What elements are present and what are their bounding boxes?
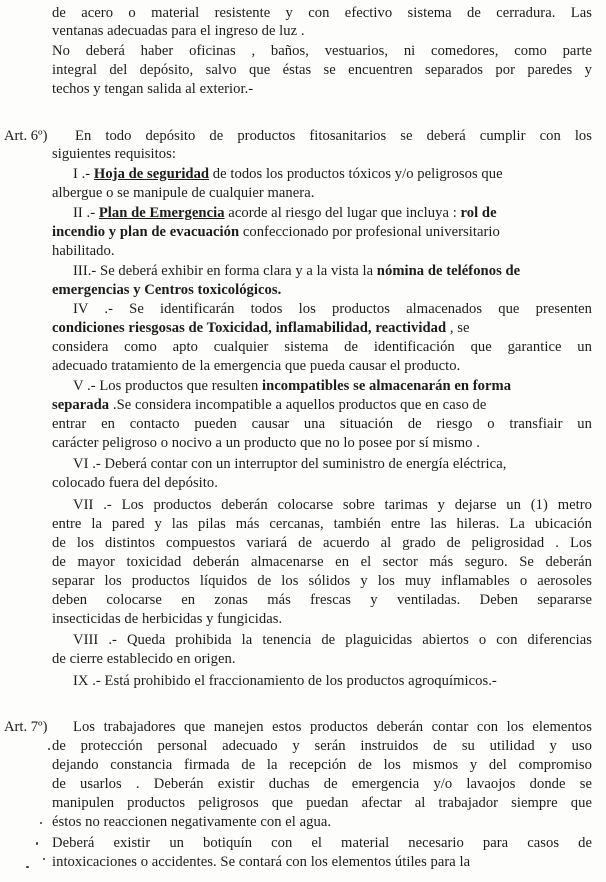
item-ii-bold-text: rol de: [456, 205, 497, 221]
item-vii-line-4: de mayor toxicidad deberán almacenarse en el sector más seguro. Se deberán: [52, 554, 592, 570]
item-i-line-2: albergue o se manipule de cualquier manera.: [52, 185, 315, 201]
item-i-title: Hoja de seguridad: [93, 166, 210, 182]
item-vii-line-7: insecticidas de herbicidas y fungicidas.: [52, 611, 283, 627]
item-iii-text: III.- Se deberá exhibir en forma clara y a la vista la: [73, 263, 374, 279]
item-iv-text: , se: [446, 320, 470, 336]
intro-line-5: techos y tengan salida al exterior.-: [52, 81, 254, 97]
item-ii-title: Plan de Emergencia: [98, 205, 225, 221]
item-v-text-2: .Se considera incompatible a aquellos productos que en caso de: [109, 397, 487, 413]
item-viii-line-1: VIII .- Queda prohibida la tenencia de plaguicidas abiertos o con diferencias: [73, 632, 592, 648]
intro-line-4: integral del depósito, salvo que éstas se encuentren separados por paredes y: [52, 62, 592, 78]
item-viii-line-2: de cierre establecido en origen.: [52, 651, 236, 667]
article-7-line-7: Deberá existir un botiquín con el material necesario para casos de: [52, 835, 592, 851]
item-ii-text-2: confeccionado por profesional universitario: [239, 224, 500, 240]
item-v-bold-2: separada: [52, 397, 110, 413]
article-7-line-5: manipulen productos peligrosos que puedan afectar al trabajador siempre que: [52, 795, 592, 811]
item-v-line-1: [73, 377, 511, 395]
item-iv-line-4: adecuado tratamiento de la emergencia que pueda causar el producto.: [52, 358, 461, 374]
item-vi-line-1: VI .- Deberá contar con un interruptor del suministro de energía eléctrica,: [73, 456, 507, 472]
item-vii-line-6: deben colocarse en zonas más frescas y ventiladas. Deben separarse: [52, 592, 592, 608]
item-v-text: V .- Los productos que resulten: [73, 378, 262, 394]
item-iii-line-1: [73, 262, 520, 280]
item-ii-line-1: [73, 204, 497, 222]
item-iv-line-3: considera como apto cualquier sistema de identificación que garantice un: [52, 339, 592, 355]
intro-line-2: ventanas adecuadas para el ingreso de luz .: [52, 23, 305, 39]
item-vi-line-2: colocado fuera del depósito.: [52, 475, 218, 491]
item-vii-line-1: VII .- Los productos deberán colocarse sobre tarimas y dejarse un (1) metro: [73, 497, 592, 513]
item-v-line-4: carácter peligroso o nocivo a un producto que no lo posee por sí mismo .: [52, 435, 480, 451]
item-i-text: de todos los productos tóxicos y/o peligrosos que: [209, 166, 503, 182]
item-iv-line-2: [52, 319, 470, 337]
item-v-line-2: [52, 396, 486, 414]
item-ix-line-1: IX .- Está prohibido el fraccionamiento de los productos agroquímicos.-: [73, 673, 497, 689]
item-i-number: I .-: [73, 166, 91, 182]
item-iv-line-1: IV .- Se identificarán todos los productos almacenados que presenten: [73, 301, 592, 317]
item-iii-line-2: emergencias y Centros toxicológicos.: [52, 282, 282, 298]
article-6-line-2: siguientes requisitos:: [52, 146, 176, 162]
article-7-line-8: intoxicaciones o accidentes. Se contará con los elementos útiles para la: [52, 854, 471, 870]
item-v-bold: incompatibles se almacenarán en forma: [262, 378, 512, 394]
item-ii-bold-line: incendio y plan de evacuación: [52, 224, 240, 240]
article-7-line-4: de usarlos . Deberán existir duchas de emergencia y/o lavaojos donde se: [52, 776, 592, 792]
scan-speck: [26, 866, 29, 868]
item-iii-bold: nómina de teléfonos de: [373, 263, 521, 279]
article-7-label: Art. 7º): [4, 719, 48, 735]
item-ii-text: acorde al riesgo del lugar que incluya :: [224, 205, 457, 221]
scan-speck: [48, 748, 50, 750]
item-i-line-1: [73, 165, 503, 183]
item-iv-bold: condiciones riesgosas de Toxicidad, inflamabilidad, reactividad: [52, 320, 447, 336]
scan-speck: [43, 858, 45, 860]
item-v-line-3: entrar en contacto pueden causar una situación de riesgo o transfiair un: [52, 416, 592, 432]
intro-line-1: de acero o material resistente y con efectivo sistema de cerradura. Las: [52, 5, 592, 21]
item-ii-line-2: [52, 223, 500, 241]
article-7-line-1: Los trabajadores que manejen estos productos deberán contar con los elementos: [73, 719, 592, 735]
scan-speck: [40, 822, 42, 824]
item-vii-line-5: separar los productos líquidos de los sólidos y los muy inflamables o aerosoles: [52, 573, 592, 589]
article-7-line-3: dejando constancia firmada de la recepción de los mismos y del compromiso: [52, 757, 592, 773]
scan-speck: [36, 842, 38, 845]
item-vii-line-2: entre la pared y las pilas más cercanas, también entre las hileras. La ubicación: [52, 516, 592, 532]
item-vii-line-3: de los distintos compuestos variará de acuerdo al grado de peligrosidad . Los: [52, 535, 592, 551]
article-6-label: Art. 6º): [4, 128, 48, 144]
article-7-line-6: éstos no reaccionen negativamente con el agua.: [52, 814, 332, 830]
item-ii-number: II .-: [73, 205, 96, 221]
intro-line-3: No deberá haber oficinas , baños, vestuarios, ni comedores, como parte: [52, 43, 592, 59]
item-ii-line-3: habilitado.: [52, 243, 115, 259]
article-6-line-1: En todo depósito de productos fitosanitarios se deberá cumplir con los: [75, 128, 592, 144]
article-7-line-2: de protección personal adecuado y serán instruidos de su utilidad y uso: [52, 738, 592, 754]
